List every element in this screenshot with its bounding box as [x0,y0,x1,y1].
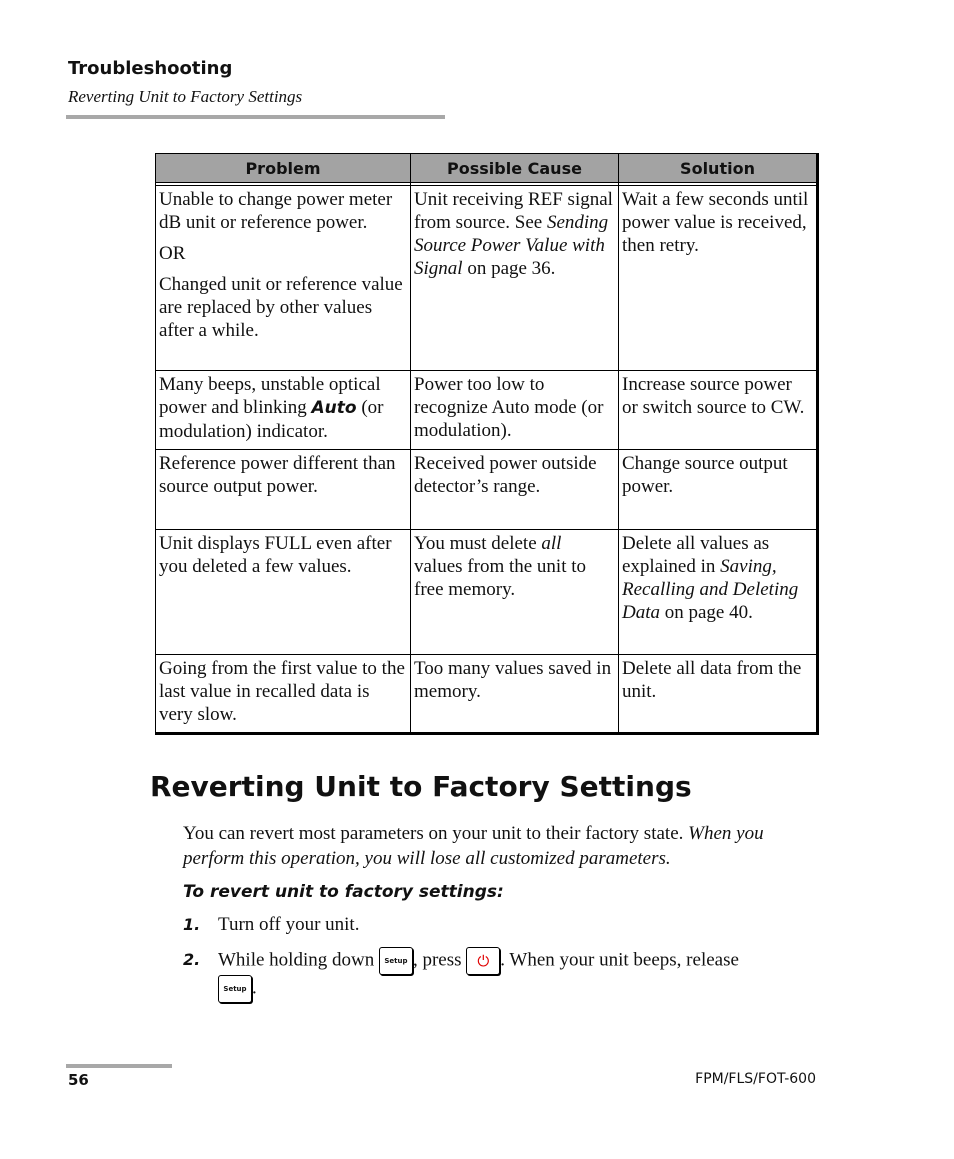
procedure-title: To revert unit to factory settings: [183,882,504,902]
intro-text: You can revert most parameters on your unit to their factory state. [183,823,689,844]
problem-text: Unit displays FULL even after you deleted a few values. [159,533,392,577]
solution-text: Wait a few seconds until power value is received, then retry. [622,189,809,256]
step-number: 1. [183,915,201,934]
cause-cell [411,655,619,734]
auto-indicator-label: Auto [311,398,357,418]
header-rule [66,115,445,119]
cause-cell [411,371,619,450]
table-header-row [156,154,818,183]
solution-cell [619,655,818,734]
header-subsection-title: Reverting Unit to Factory Settings [68,87,303,106]
setup-key-icon: Setup [218,975,252,1003]
power-key-icon: ⏻ [466,947,500,975]
page-number: 56 [68,1071,89,1089]
problem-text: Reference power different than source output power. [159,453,396,497]
table-row [156,186,818,371]
problem-cell [156,371,411,450]
problem-cell [156,450,411,530]
cause-cell [411,186,619,371]
document-id: FPM/FLS/FOT-600 [695,1071,816,1087]
cause-text: Received power outside detector’s range. [414,453,597,497]
problem-cell [156,530,411,655]
table-row [156,655,818,734]
solution-cell [619,450,818,530]
column-header-cause: Possible Cause [411,154,619,183]
solution-cell [619,371,818,450]
cause-cell [411,530,619,655]
problem-text: Many beeps, unstable optical power and blinking [159,374,381,418]
step-number: 2. [183,950,201,969]
solution-text: Delete all data from the unit. [622,658,802,702]
cause-text: on page 36. [462,258,556,279]
cause-text: Power too low to recognize Auto mode (or modulation). [414,374,604,441]
intro-warning: When you perform this operation, you will lose all customized parameters. [183,823,764,869]
problem-cell [156,186,411,371]
step-text-part: While holding down [218,949,379,971]
problem-text: Unable to change power meter dB unit or reference power. [159,189,393,233]
column-header-problem: Problem [156,154,411,183]
column-header-solution: Solution [619,154,818,183]
problem-text: OR [159,243,186,264]
problem-text: (or modulation) indicator. [159,397,384,442]
emphasis-text: all [541,533,562,554]
setup-key-icon: Setup [379,947,413,975]
footer-rule [66,1064,172,1068]
cause-text: You must delete [414,533,542,554]
table-row [156,371,818,450]
problem-cell [156,655,411,734]
header-section-title: Troubleshooting [68,58,233,79]
step-text-part: , press [412,949,467,971]
table-row [156,530,818,655]
step-text [218,947,818,1003]
table-row [156,450,818,530]
solution-text: Increase source power or switch source to CW. [622,374,805,418]
step-text: Turn off your unit. [218,914,360,935]
cross-reference: Sending Source Power Value with Signal [414,212,609,279]
problem-text: Going from the first value to the last value in recalled data is very slow. [159,658,405,725]
step-text-part: . [252,977,257,999]
cause-text: Unit receiving REF signal from source. See [414,189,613,233]
solution-text: Change source output power. [622,453,788,497]
solution-cell [619,186,818,371]
problem-text: Changed unit or reference value are replaced by other values after a while. [159,274,403,341]
section-heading: Reverting Unit to Factory Settings [150,770,692,803]
solution-text: on page 40. [660,602,753,623]
step-text-part: . When your unit beeps, release [500,949,739,971]
cross-reference: Saving, Recalling and Deleting Data [622,556,799,623]
troubleshooting-table [155,153,819,735]
solution-cell [619,530,818,655]
cause-text: Too many values saved in memory. [414,658,612,702]
intro-paragraph [183,821,813,871]
cause-text: values from the unit to free memory. [414,556,587,600]
cause-cell [411,450,619,530]
solution-text: Delete all values as explained in [622,533,770,577]
